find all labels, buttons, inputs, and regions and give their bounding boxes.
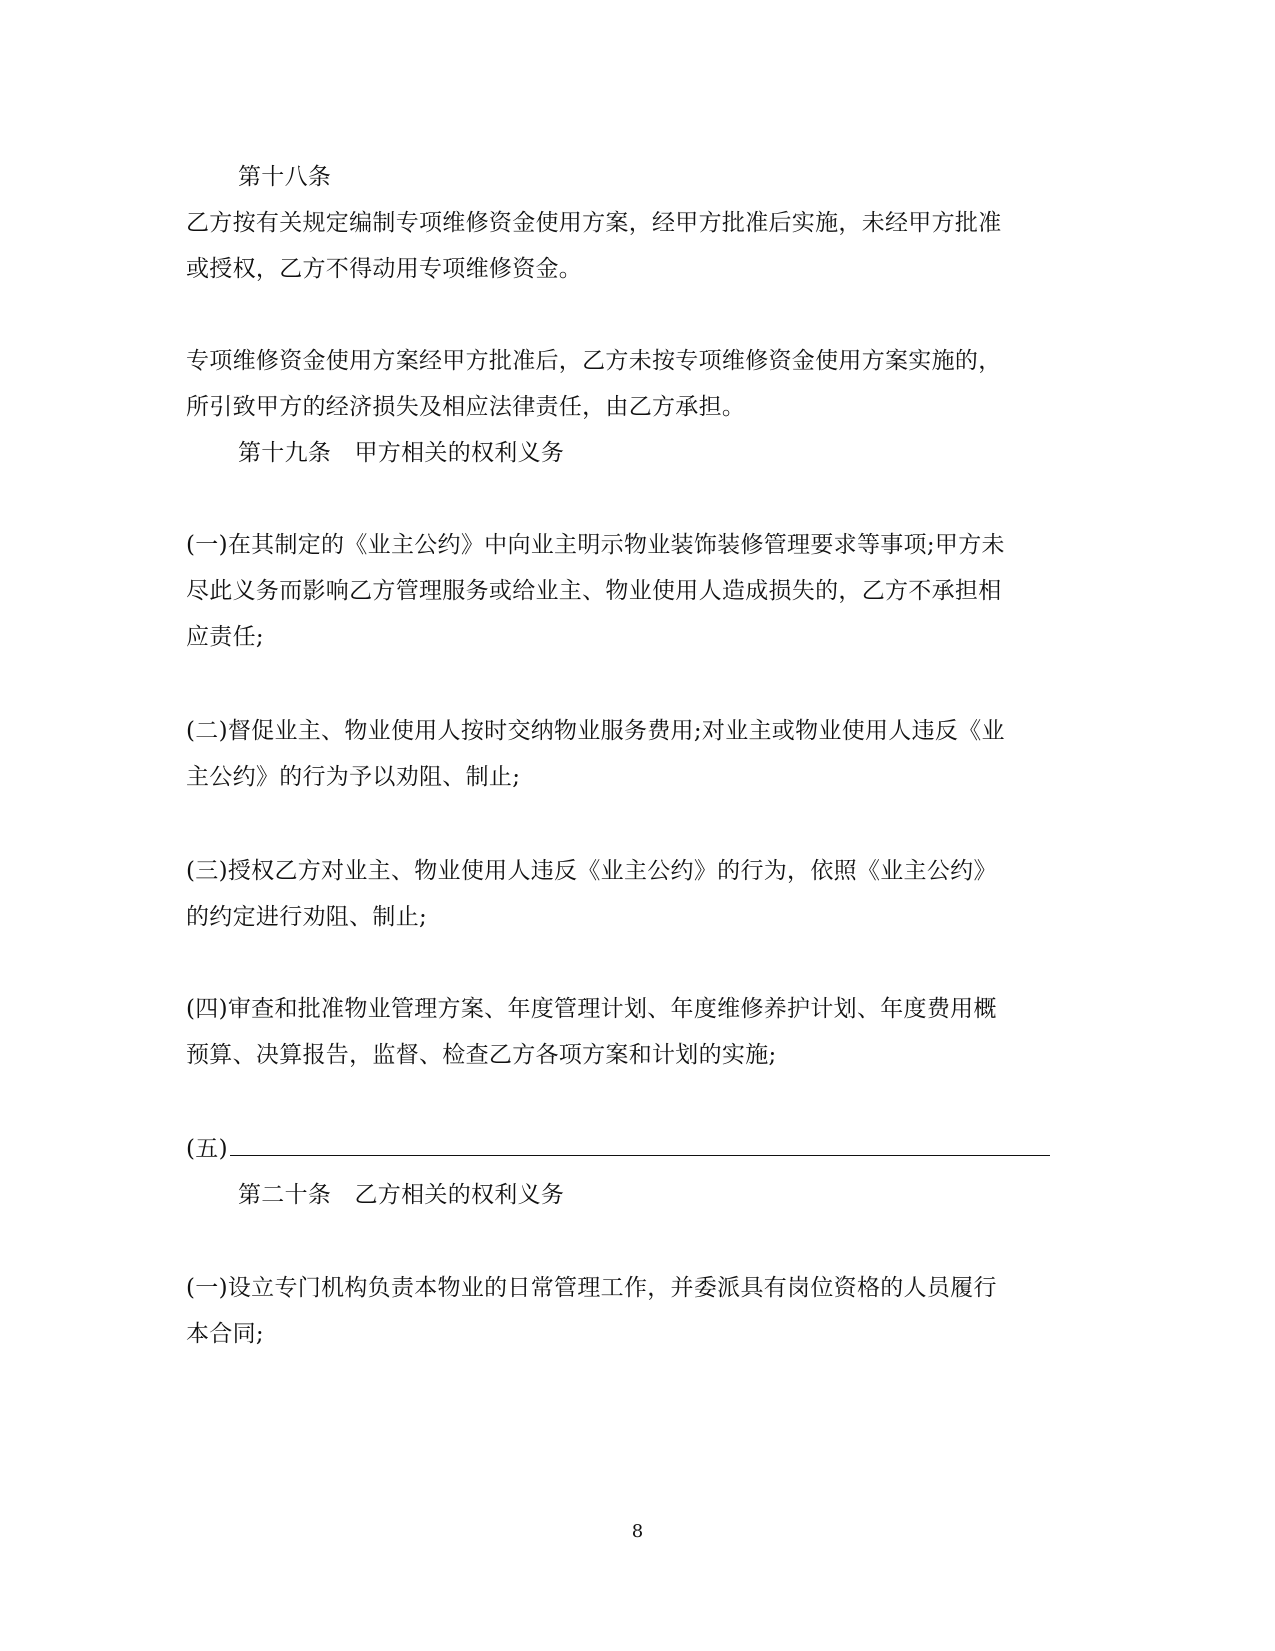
article-18-paragraph-1-line-2: 或授权，乙方不得动用专项维修资金。 <box>186 256 583 282</box>
article-18-paragraph-1-line-1: 乙方按有关规定编制专项维修资金使用方案，经甲方批准后实施，未经甲方批准 <box>186 210 1002 236</box>
article-19-item-2-line-2: 主公约》的行为予以劝阻、制止; <box>186 764 521 790</box>
article-18-paragraph-2-line-2: 所引致甲方的经济损失及相应法律责任，由乙方承担。 <box>186 394 746 420</box>
article-19-item-1-line-3: 应责任; <box>186 624 264 650</box>
article-18-heading: 第十八条 <box>238 164 332 190</box>
page-number: 8 <box>631 1521 644 1542</box>
article-19-item-2-line-1: (二)督促业主、物业使用人按时交纳物业服务费用;对业主或物业使用人违反《业 <box>186 718 1005 744</box>
article-18-paragraph-2-line-1: 专项维修资金使用方案经甲方批准后，乙方未按专项维修资金使用方案实施的， <box>186 348 1002 374</box>
article-19-item-3-line-2: 的约定进行劝阻、制止; <box>186 904 428 930</box>
article-19-item-3-line-1: (三)授权乙方对业主、物业使用人违反《业主公约》的行为，依照《业主公约》 <box>186 858 997 884</box>
fill-in-blank-line <box>230 1133 1050 1156</box>
article-19-item-1-line-1: (一)在其制定的《业主公约》中向业主明示物业装饰装修管理要求等事项;甲方未 <box>186 532 1005 558</box>
article-19-item-5 <box>186 1133 1066 1164</box>
article-19-item-1-line-2: 尽此义务而影响乙方管理服务或给业主、物业使用人造成损失的，乙方不承担相 <box>186 578 1002 604</box>
article-19-item-4-line-1: (四)审查和批准物业管理方案、年度管理计划、年度维修养护计划、年度费用概 <box>186 996 997 1022</box>
article-19-item-5-label: (五) <box>186 1136 228 1162</box>
article-20-item-1-line-1: (一)设立专门机构负责本物业的日常管理工作，并委派具有岗位资格的人员履行 <box>186 1275 997 1301</box>
article-19-heading: 第十九条 甲方相关的权利义务 <box>238 440 565 466</box>
article-19-item-4-line-2: 预算、决算报告，监督、检查乙方各项方案和计划的实施; <box>186 1042 777 1068</box>
article-20-heading: 第二十条 乙方相关的权利义务 <box>238 1182 565 1208</box>
article-20-item-1-line-2: 本合同; <box>186 1321 264 1347</box>
